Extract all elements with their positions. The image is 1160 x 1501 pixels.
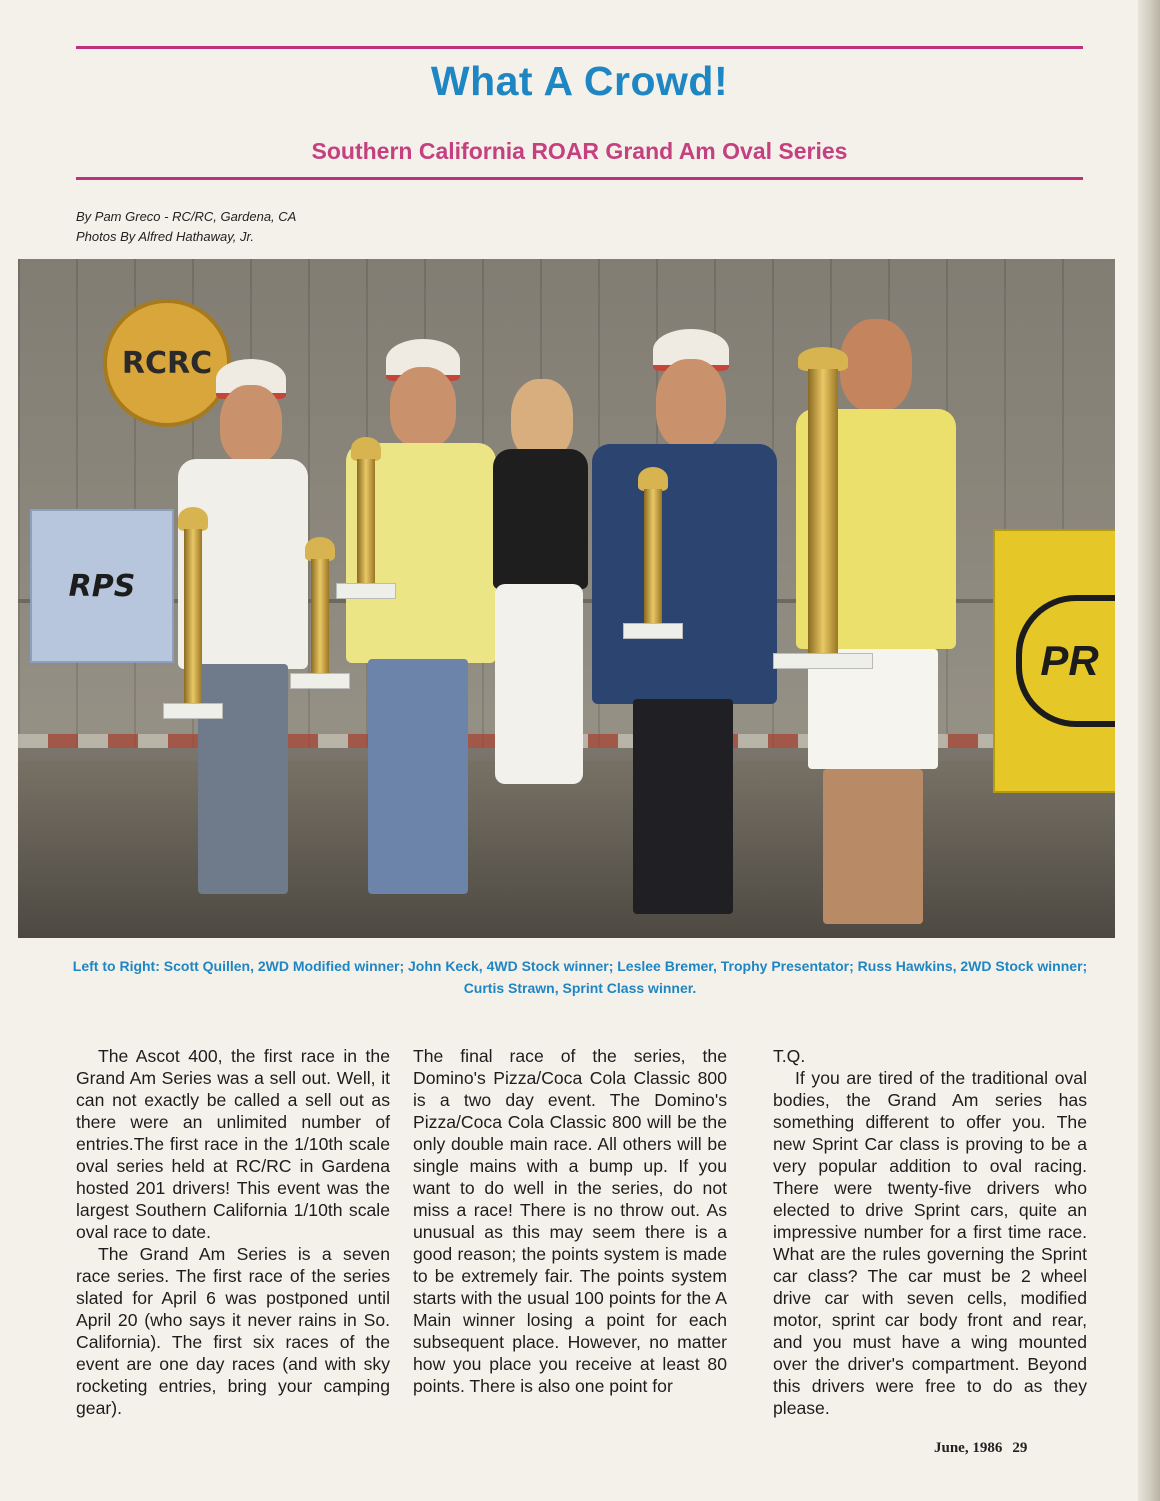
photo-sign-rcrc: RCRC bbox=[103, 299, 231, 427]
page-footer bbox=[934, 1440, 1027, 1457]
article-column-2 bbox=[413, 1045, 727, 1397]
column-3-continuation: T.Q. bbox=[773, 1046, 806, 1066]
column-2-paragraph-1: The final race of the series, the Domino's Pizza/Coca Cola Classic 800 is a two day event. The Domino's Pizza/Coca Cola Classic 800 will be the only double main race. All others will be single mains with a bump up. If you want to do well in the series, do not miss a race! There is no throw out. As unusual as this may seem there is a good reason; the points system is made to be extremely fair. The points system starts with the usual 100 points for the A Main winner losing a point for each subsequent place. However, no matter how you place you receive at least 80 points. There is also one point for bbox=[413, 1046, 727, 1396]
byline-author: By Pam Greco - RC/RC, Gardena, CA bbox=[76, 209, 297, 224]
photo-trophy-3 bbox=[336, 459, 396, 599]
photo-sign-pr bbox=[993, 529, 1115, 793]
group-photo bbox=[18, 259, 1115, 938]
byline-photos: Photos By Alfred Hathaway, Jr. bbox=[76, 229, 254, 244]
photo-sign-pr-text: PR bbox=[1016, 595, 1115, 727]
article-title: What A Crowd! bbox=[430, 58, 729, 104]
photo-sign-rps: RPS bbox=[30, 509, 174, 663]
column-1-paragraph-1: The Ascot 400, the first race in the Grand Am Series was a sell out. Well, it can not exactly be called a sell out as there were an unlimited number of entries.The first race in the 1/10th scale oval series held at RC/RC in Gardena hosted 201 drivers! This event was the largest Southern California 1/10th scale oval race to date. bbox=[76, 1046, 390, 1242]
photo-trophy-1 bbox=[163, 529, 223, 719]
photo-person-3 bbox=[483, 379, 598, 879]
column-1-paragraph-2: The Grand Am Series is a seven race series. The first race of the series slated for April 6 was postponed until April 20 (who says it never rains in So. California). The first six races of the event are one day races (and with sky rocketing entries, bring your camping gear). bbox=[76, 1244, 390, 1418]
page-number: 29 bbox=[1012, 1440, 1028, 1456]
photo-caption: Left to Right: Scott Quillen, 2WD Modified winner; John Keck, 4WD Stock winner; Leslee Bremer, Trophy Presentator; Russ Hawkins, 2WD Stock winner; Curtis Strawn, Sprint Class winner. bbox=[72, 958, 1088, 996]
byline bbox=[76, 207, 296, 247]
article-column-3 bbox=[773, 1045, 1087, 1419]
page-edge bbox=[1138, 0, 1160, 1501]
issue-date: June, 1986 bbox=[934, 1440, 1003, 1456]
photo-person-4 bbox=[588, 329, 778, 919]
column-3-paragraph-1: If you are tired of the traditional oval bodies, the Grand Am series has something different to offer you. The new Sprint Car class is proving to be a very popular addition to oval racing. There were twenty-five drivers who elected to drive Sprint cars, quite an impressive number for a first time race. What are the rules governing the Sprint car class? The car must be 2 wheel drive car with seven cells, modified motor, sprint car body front and rear, and you must have a wing mounted over the driver's compartment. Beyond this drivers were free to do as they please. bbox=[773, 1068, 1087, 1418]
article-column-1 bbox=[76, 1045, 390, 1419]
photo-trophy-4 bbox=[623, 489, 683, 639]
article-subtitle: Southern California ROAR Grand Am Oval Series bbox=[311, 138, 848, 164]
photo-trophy-5 bbox=[773, 369, 873, 669]
top-rule bbox=[76, 46, 1083, 49]
bottom-rule bbox=[76, 177, 1083, 180]
photo-person-2 bbox=[338, 339, 498, 899]
